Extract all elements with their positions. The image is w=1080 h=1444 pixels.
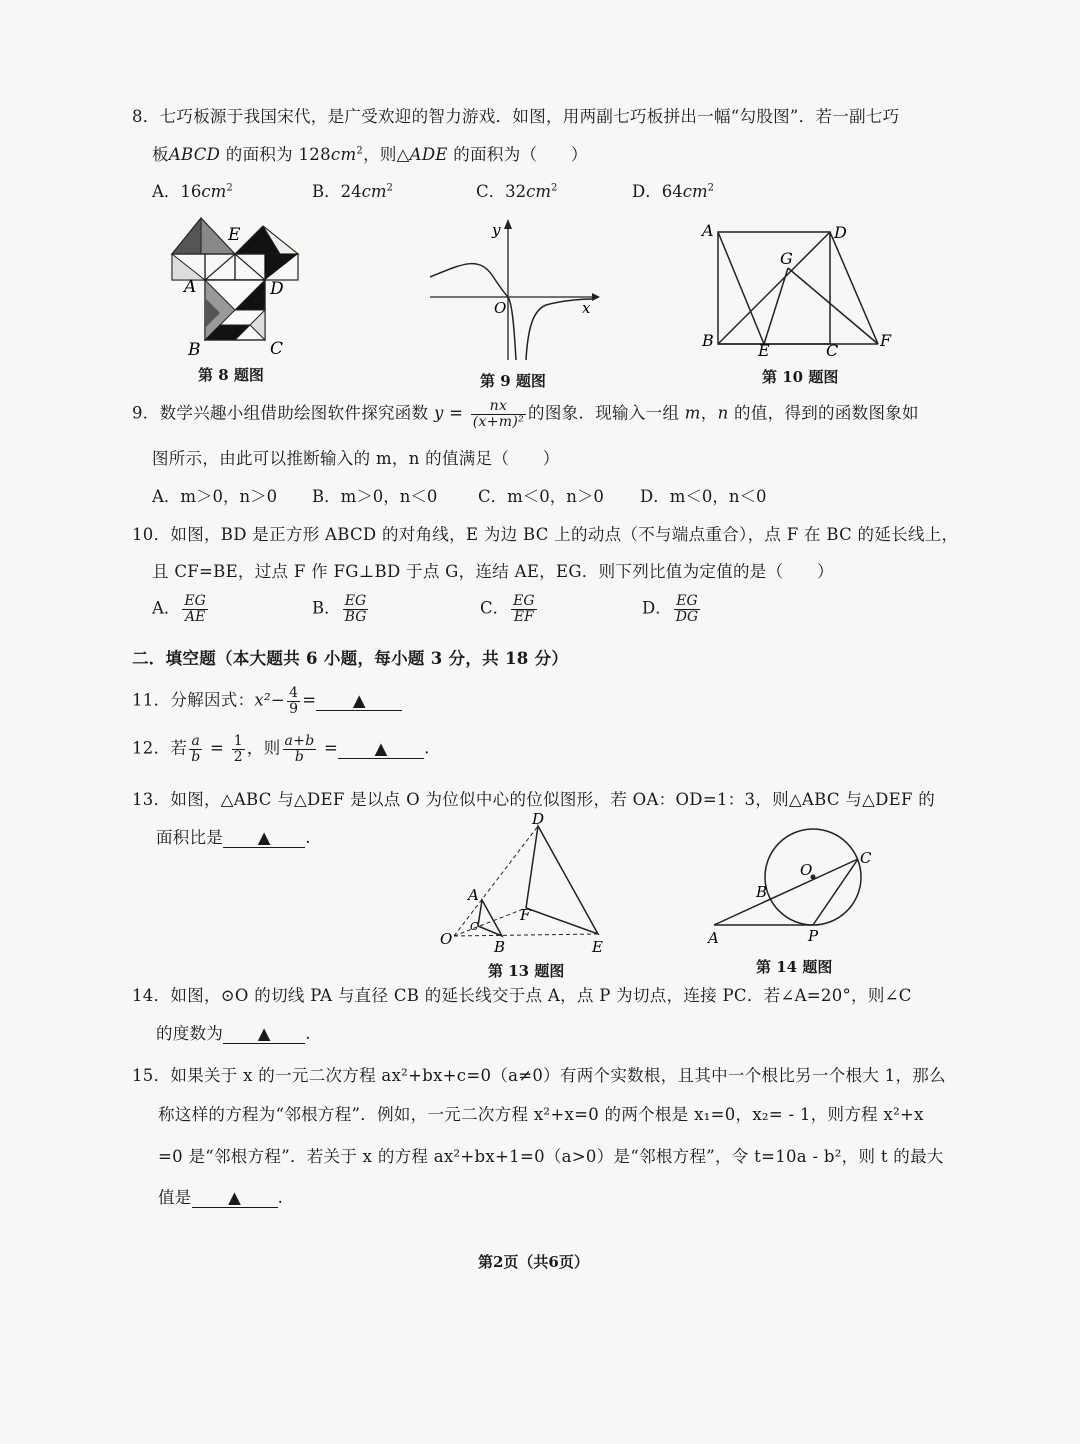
fig13-label-d: D xyxy=(532,812,545,828)
q9-option-a: A．m＞0，n＞0 xyxy=(152,487,278,506)
segment-ae xyxy=(718,232,764,344)
figure-10-caption: 第 10 题图 xyxy=(762,368,839,386)
q9-option-b: B．m＞0，n＜0 xyxy=(312,487,438,506)
q13-answer-blank[interactable]: ▲ xyxy=(223,828,305,848)
q14-line1: 14．如图，⊙O 的切线 PA 与直径 CB 的延长线交于点 A，点 P 为切点，连接 PC．若∠A=20°，则∠C xyxy=(132,986,912,1005)
q9-option-d: D．m＜0，n＜0 xyxy=(640,487,767,506)
q14-line2: 的度数为 ▲ . xyxy=(156,1024,311,1043)
fig8-label-b: B xyxy=(188,340,201,358)
q8-text-b: 的面积为 128 xyxy=(220,145,331,164)
fig10-label-a: A xyxy=(702,221,714,240)
q8-line2: 板ABCD 的面积为 $128cm^2$，则△ADE 的面积为（ ） xyxy=(152,145,588,164)
q15-line1: 15．如果关于 x 的一元二次方程 ax²+bx+c=0（a≠0）有两个实数根，且其中一个根比另一个根大 1，那么 xyxy=(132,1066,946,1085)
fig10-label-c: C xyxy=(826,341,839,358)
figure-13-caption: 第 13 题图 xyxy=(488,962,565,980)
figure-8-caption: 第 8 题图 xyxy=(198,366,264,384)
q9-line2: 图所示，由此可以推断输入的 m，n 的值满足（ ） xyxy=(152,449,560,468)
figure-8-tangram xyxy=(160,208,310,358)
ray-oe xyxy=(454,934,598,936)
fig13-label-f: F xyxy=(520,906,531,924)
fig8-label-c: C xyxy=(270,339,284,358)
fig10-label-b: B xyxy=(702,331,714,350)
diagonal-bd xyxy=(718,232,830,344)
figure-13-homothety xyxy=(438,812,618,957)
fig10-label-e: E xyxy=(758,341,770,358)
fig10-label-g: G xyxy=(780,249,793,268)
fig8-label-d: D xyxy=(270,279,284,299)
fig14-label-a: A xyxy=(708,929,719,947)
q9-line1: 9．数学兴趣小组借助绘图软件探究函数 y = $\frac{nx}{\text{(x+m)²}}$ 的图象．现输入一组 m，n 的值，得到的函数图象如 xyxy=(132,398,919,430)
fig14-label-c: C xyxy=(860,849,872,867)
fig14-label-p: P xyxy=(808,927,819,945)
q8-text-d: 的面积为（ ） xyxy=(447,145,588,164)
q15-line2: 称这样的方程为“邻根方程”．例如，一元二次方程 x²+x=0 的两个根是 x₁=0，x₂= - 1，则方程 x²+x xyxy=(158,1105,924,1124)
q14-answer-blank[interactable]: ▲ xyxy=(223,1024,305,1044)
q9-fraction: $\frac{nx}{\text{(x+m)²}}$ xyxy=(472,398,525,430)
figure-14-circle xyxy=(700,815,890,950)
q12: 12．若 $\frac{a}{b}$ = $\frac{1}{2}$ ，则 $\frac{a+b}{b}$ = ▲ . xyxy=(132,733,430,765)
segment-eg xyxy=(764,268,788,344)
q8-text-a: 板 xyxy=(152,145,169,164)
q8-option-b: B．$24cm^2$ xyxy=(312,182,393,201)
fig9-label-x: x xyxy=(582,299,591,317)
q15-line3: =0 是“邻根方程”．若关于 x 的方程 ax²+bx+1=0（a>0）是“邻根方程”，令 t=10a - b²，则 t 的最大 xyxy=(158,1147,944,1166)
figure-9-graph xyxy=(420,215,600,365)
q8-text-c: ，则△ xyxy=(363,145,410,164)
q8-ade: ADE xyxy=(409,145,448,164)
q10-option-b: B． $\frac{EG}{BG}$ xyxy=(312,593,367,625)
q8-unit: cm xyxy=(330,145,357,164)
fig13-label-o: O xyxy=(440,930,453,948)
fig9-label-o: O xyxy=(494,299,507,317)
figure-9-caption: 第 9 题图 xyxy=(480,372,546,390)
q10-line1: 10．如图，BD 是正方形 ABCD 的对角线，E 为边 BC 上的动点（不与端点重合），点 F 在 BC 的延长线上， xyxy=(132,525,959,544)
q15-line4: 值是 ▲ . xyxy=(158,1188,284,1207)
q10-option-c: C． $\frac{EG}{EF}$ xyxy=(480,593,535,625)
fig13-label-e: E xyxy=(592,938,603,956)
fig8-label-a: A xyxy=(184,277,197,297)
section-2-title: 二．填空题（本大题共 6 小题，每小题 3 分，共 18 分） xyxy=(132,649,569,668)
q8-option-c: C．$32cm^2$ xyxy=(476,182,558,201)
tangram-piece xyxy=(172,218,201,254)
q13-line2: 面积比是 ▲ . xyxy=(156,828,311,847)
q8-line1: 8．七巧板源于我国宋代，是广受欢迎的智力游戏．如图，用两副七巧板拼出一幅“勾股图”．若一副七巧 xyxy=(132,107,900,126)
q12-answer-blank[interactable]: ▲ xyxy=(338,739,424,759)
tangram-piece xyxy=(265,254,298,280)
figure-10-square xyxy=(698,218,898,358)
q13-line1: 13．如图，△ABC 与△DEF 是以点 O 为位似中心的位似图形，若 OA：OD=1：3，则△ABC 与△DEF 的 xyxy=(132,790,936,809)
q11: 11．分解因式：x²− $\frac{4}{9}$ = ▲ xyxy=(132,686,402,716)
q11-answer-blank[interactable]: ▲ xyxy=(316,691,402,711)
fig8-label-e: E xyxy=(228,225,241,245)
q10-option-d: D． $\frac{EG}{DG}$ xyxy=(642,593,699,625)
fig13-label-a: A xyxy=(468,886,479,904)
fig14-label-b: B xyxy=(756,883,768,901)
fig10-label-f: F xyxy=(880,331,892,350)
triangle-def xyxy=(526,826,598,934)
q8-option-d: D．$64cm^2$ xyxy=(632,182,714,201)
q10-line2: 且 CF=BE，过点 F 作 FG⊥BD 于点 G，连结 AE，EG．则下列比值为定值的是（ ） xyxy=(152,562,834,581)
fig10-label-d: D xyxy=(834,223,847,242)
page-number: 第2页（共6页） xyxy=(478,1253,589,1271)
segment-df xyxy=(830,232,878,344)
fig14-label-o: O xyxy=(800,861,813,879)
fig9-label-y: y xyxy=(492,221,501,239)
q8-abcd: ABCD xyxy=(168,145,221,164)
figure-14-caption: 第 14 题图 xyxy=(756,958,833,976)
q9-option-c: C．m＜0，n＞0 xyxy=(478,487,604,506)
segment-fg xyxy=(788,268,878,344)
fig13-label-b: B xyxy=(494,938,506,956)
fig13-label-c: C xyxy=(470,920,479,933)
q10-option-a: A． $\frac{EG}{AE}$ xyxy=(152,593,206,625)
q8-option-a: A．$16cm^2$ xyxy=(152,182,233,201)
q15-answer-blank[interactable]: ▲ xyxy=(192,1188,278,1208)
